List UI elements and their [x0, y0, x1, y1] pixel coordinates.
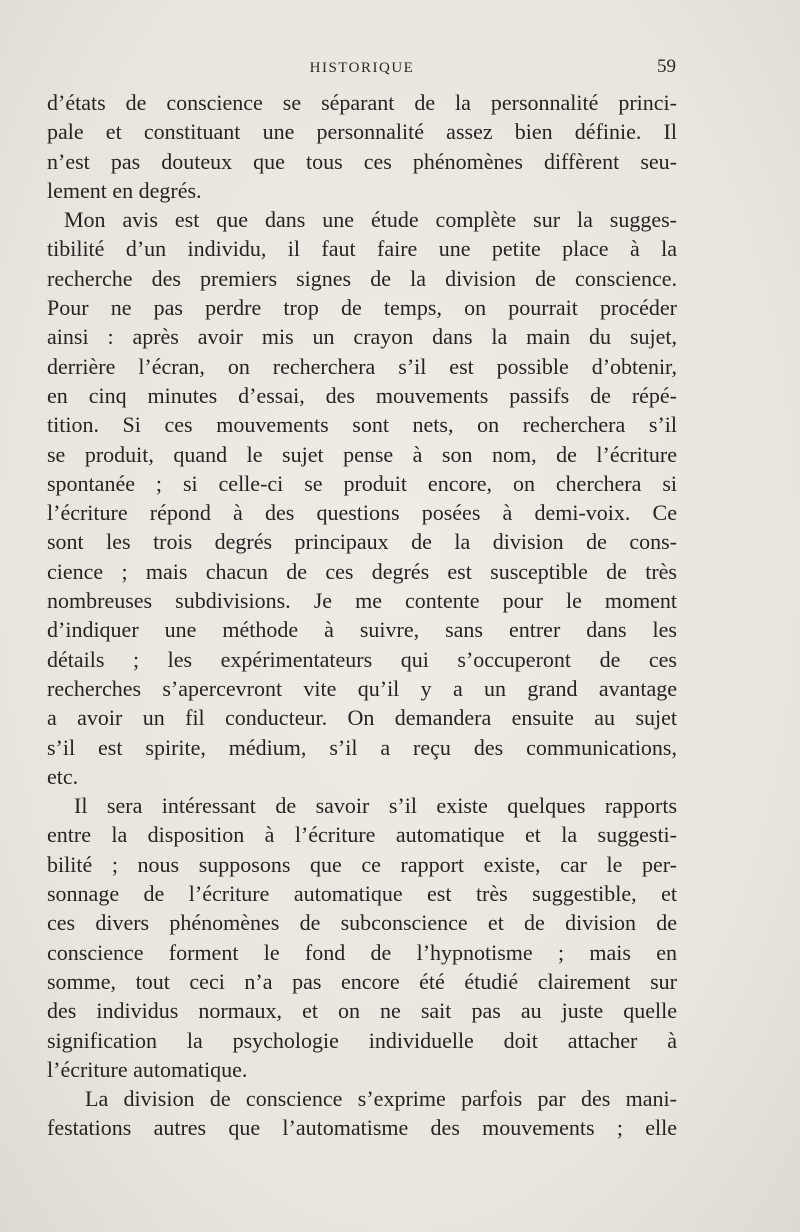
text-line: se produit, quand le sujet pense à son nom, de l’écriture [47, 441, 677, 467]
text-line: s’il est spirite, médium, s’il a reçu des communications, [47, 734, 677, 760]
text-line: lement en degrés. [47, 177, 202, 203]
text-line: a avoir un fil conducteur. On demandera ensuite au sujet [47, 705, 677, 731]
text-line: tition. Si ces mouvements sont nets, on recherchera s’il [47, 412, 677, 438]
running-head-title: HISTORIQUE [309, 60, 415, 76]
text-line: Pour ne pas perdre trop de temps, on pourrait procéder [47, 295, 677, 321]
text-line: recherche des premiers signes de la division de conscience. [47, 265, 677, 291]
paragraph-2 [47, 205, 677, 791]
text-line: l’écriture automatique. [47, 1056, 248, 1082]
text-line: bilité ; nous supposons que ce rapport existe, car le per- [47, 851, 677, 877]
text-line: recherches s’apercevront vite qu’il y a un grand avantage [47, 675, 677, 701]
text-line: derrière l’écran, on recherchera s’il est possible d’obtenir, [47, 353, 677, 379]
text-line: cience ; mais chacun de ces degrés est susceptible de très [47, 558, 677, 584]
text-line: etc. [47, 763, 79, 789]
paragraph-3 [47, 791, 677, 1084]
text-line: sonnage de l’écriture automatique est très suggestible, et [47, 881, 677, 907]
text-line: somme, tout ceci n’a pas encore été étudié clairement sur [47, 968, 677, 994]
text-line: ces divers phénomènes de subconscience et de division de [47, 910, 677, 936]
text-line: Mon avis est que dans une étude complète sur la sugges- [64, 207, 677, 233]
text-line: conscience forment le fond de l’hypnotisme ; mais en [47, 939, 677, 965]
text-line: ainsi : après avoir mis un crayon dans la main du sujet, [47, 324, 677, 350]
text-line: signification la psychologie individuelle doit attacher à [47, 1027, 677, 1053]
text-line: détails ; les expérimentateurs qui s’occuperont de ces [47, 646, 677, 672]
page-number: 59 [657, 56, 676, 77]
text-line: des individus normaux, et on ne sait pas au juste quelle [47, 998, 677, 1024]
text-line: d’états de conscience se séparant de la personnalité princi- [47, 90, 677, 115]
text-line: La division de conscience s’exprime parfois par des mani- [85, 1086, 677, 1112]
running-head [48, 58, 676, 82]
text-line: pale et constituant une personnalité assez bien définie. Il [47, 119, 677, 145]
paragraph-1 [47, 88, 677, 205]
text-line: spontanée ; si celle-ci se produit encore, on cherchera si [47, 470, 677, 496]
text-line: nombreuses subdivisions. Je me contente pour le moment [47, 588, 677, 614]
paragraph-4 [47, 1084, 677, 1143]
text-line: Il sera intéressant de savoir s’il existe quelques rapports [74, 793, 677, 819]
text-line: l’écriture répond à des questions posées à demi-voix. Ce [47, 500, 677, 526]
text-line: en cinq minutes d’essai, des mouvements passifs de répé- [47, 382, 677, 408]
text-line: tibilité d’un individu, il faut faire une petite place à la [47, 236, 677, 262]
text-line: d’indiquer une méthode à suivre, sans entrer dans les [47, 617, 677, 643]
body-text [47, 88, 677, 1143]
text-line: entre la disposition à l’écriture automatique et la suggesti- [47, 822, 677, 848]
text-line: sont les trois degrés principaux de la division de cons- [47, 529, 677, 555]
text-line: n’est pas douteux que tous ces phénomènes diffèrent seu- [47, 148, 677, 174]
text-line: festations autres que l’automatisme des mouvements ; elle [47, 1115, 677, 1141]
